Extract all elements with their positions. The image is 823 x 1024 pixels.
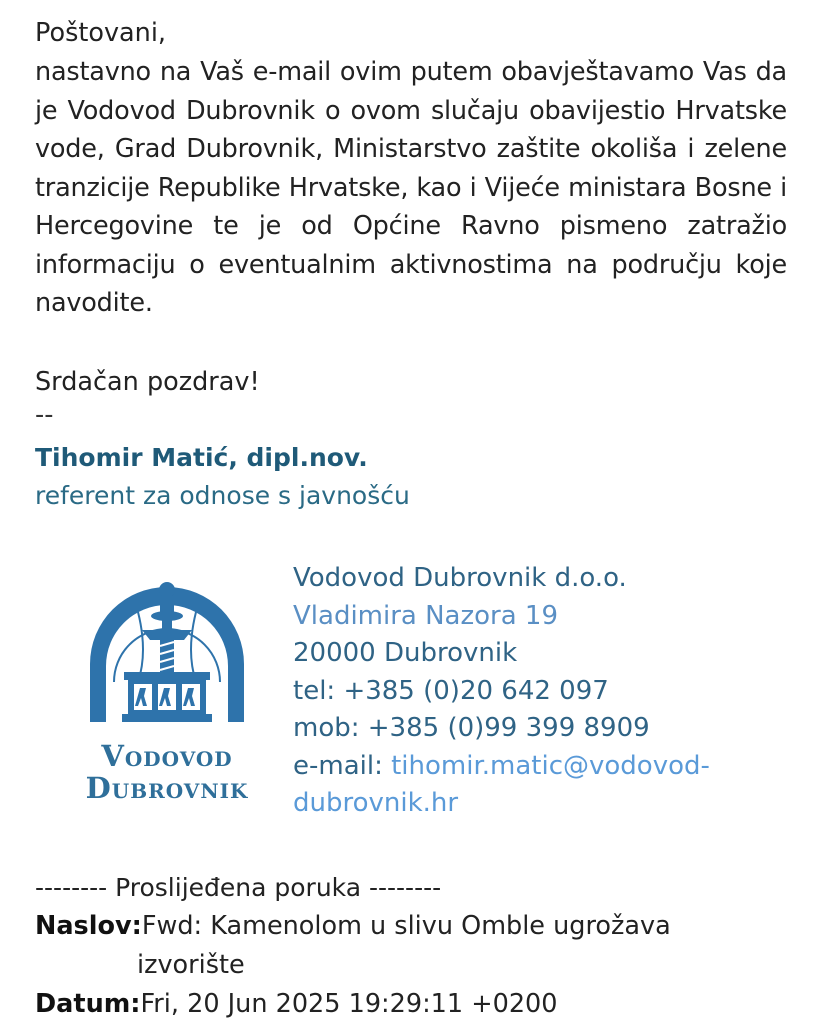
subject-row: [35, 907, 671, 945]
logo-wordmark: [72, 740, 262, 804]
address-link[interactable]: Vladimira Nazora 19: [293, 600, 559, 631]
signature-name: Tihomir Matić, dipl.nov.: [35, 443, 368, 472]
forwarded-message-separator: -------- Proslijeđena poruka --------: [35, 873, 442, 902]
subject-label: Naslov:: [35, 911, 142, 941]
email-label: e-mail:: [293, 750, 392, 781]
signature-title: referent za odnose s javnošću: [35, 481, 410, 510]
phone-number[interactable]: tel: +385 (0)20 642 097: [293, 675, 609, 706]
email-link-continued[interactable]: dubrovnik.hr: [293, 788, 459, 818]
contact-block: [293, 560, 710, 823]
email-closing: Srdačan pozdrav!: [35, 367, 260, 397]
subject-value-continued: izvorište: [137, 950, 245, 980]
fountain-logo-icon: [78, 572, 256, 742]
city-line: 20000 Dubrovnik: [293, 638, 518, 668]
email-link[interactable]: tihomir.matic@vodovod-: [391, 750, 710, 781]
logo-line-1: Vodovod: [101, 739, 233, 773]
date-label: Datum:: [35, 989, 141, 1019]
date-row: [35, 985, 558, 1023]
company-name: Vodovod Dubrovnik d.o.o.: [293, 563, 627, 593]
subject-value: Fwd: Kamenolom u slivu Omble ugrožava: [141, 911, 671, 941]
mobile-number[interactable]: mob: +385 (0)99 399 8909: [293, 713, 650, 743]
email-greeting: Poštovani,: [35, 18, 167, 48]
signature-separator: --: [35, 400, 54, 430]
email-paragraph: nastavno na Vaš e-mail ovim putem obavještavamo Vas da je Vodovod Dubrovnik o ovom slučaju obavijestio Hrvatske vode, Grad Dubrovnik, Ministarstvo zaštite okoliša i zelene tranzicije Republike Hrvatske, kao i Vijeće ministara Bosne i Hercegovine te je od Općine Ravno pismeno zatražio informaciju o eventualnim aktivnostima na području koje navodite.: [35, 57, 787, 318]
logo-line-2: Dubrovnik: [85, 771, 249, 805]
date-value: Fri, 20 Jun 2025 19:29:11 +0200: [140, 989, 558, 1019]
